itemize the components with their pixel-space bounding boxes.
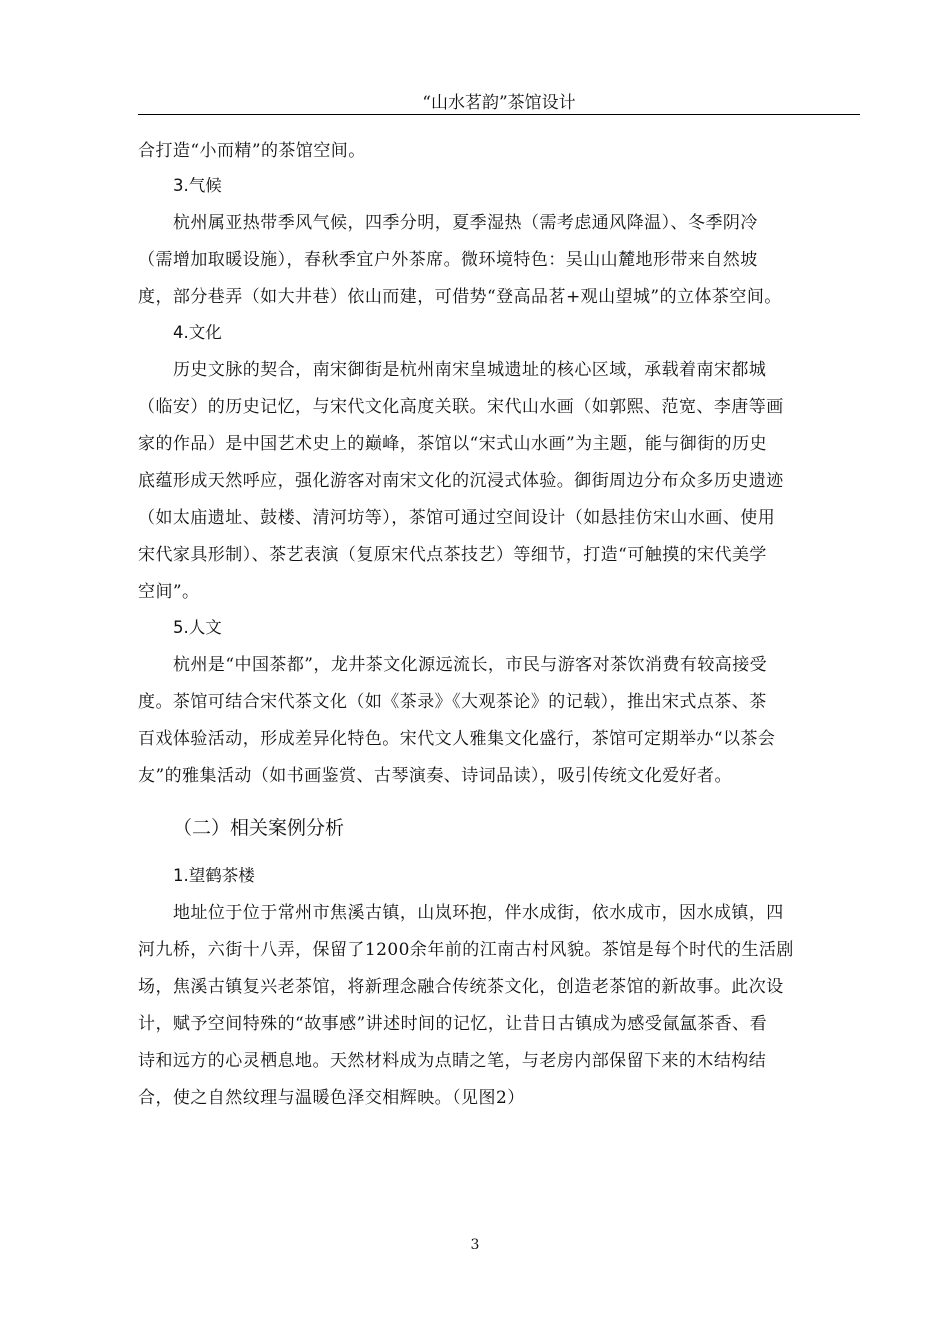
body-line: 场，焦溪古镇复兴老茶馆，将新理念融合传统茶文化，创造老茶馆的新故事。此次设: [138, 977, 784, 997]
body-line: 底蕴形成天然呼应，强化游客对南宋文化的沉浸式体验。御街周边分布众多历史遗迹: [138, 471, 784, 491]
header-rule: [138, 114, 860, 115]
body-line: 河九桥，六街十八弄，保留了1200余年前的江南古村风貌。茶馆是每个时代的生活剧: [138, 940, 794, 960]
section-heading-cases: （二）相关案例分析: [173, 817, 345, 839]
body-line: 计，赋予空间特殊的“故事感”讲述时间的记忆，让昔日古镇成为感受氤氲茶香、看: [138, 1014, 768, 1034]
body-line: （如太庙遗址、鼓楼、清河坊等），茶馆可通过空间设计（如悬挂仿宋山水画、使用: [138, 508, 776, 528]
body-line: 宋代家具形制）、茶艺表演（复原宋代点茶技艺）等细节，打造“可触摸的宋代美学: [138, 545, 767, 565]
body-line: 度，部分巷弄（如大井巷）依山而建，可借势“登高品茗+观山望城”的立体茶空间。: [138, 287, 782, 307]
body-line: （临安）的历史记忆，与宋代文化高度关联。宋代山水画（如郭熙、范宽、李唐等画: [138, 397, 784, 417]
body-line: 度。茶馆可结合宋代茶文化（如《茶录》《大观茶论》的记载），推出宋式点茶、茶: [138, 692, 767, 712]
body-line: 合打造“小而精”的茶馆空间。: [138, 141, 366, 161]
subheading-culture: 4.文化: [173, 323, 222, 342]
body-line: 家的作品）是中国艺术史上的巅峰，茶馆以“宋式山水画”为主题，能与御街的历史: [138, 434, 768, 454]
subheading-wanghe: 1.望鹤茶楼: [173, 866, 255, 885]
body-line: 空间”。: [138, 582, 200, 602]
body-line: 友”的雅集活动（如书画鉴赏、古琴演奏、诗词品读），吸引传统文化爱好者。: [138, 766, 732, 786]
body-line: 合，使之自然纹理与温暖色泽交相辉映。（见图2）: [138, 1088, 525, 1108]
body-line: 诗和远方的心灵栖息地。天然材料成为点睛之笔，与老房内部保留下来的木结构结: [138, 1051, 767, 1071]
page-number: 3: [470, 1237, 480, 1253]
subheading-climate: 3.气候: [173, 176, 222, 195]
body-line: （需增加取暖设施），春秋季宜户外茶席。微环境特色：吴山山麓地形带来自然坡: [138, 250, 758, 270]
body-line: 杭州属亚热带季风气候，四季分明，夏季湿热（需考虑通风降温）、冬季阴冷: [173, 213, 758, 233]
body-line: 历史文脉的契合，南宋御街是杭州南宋皇城遗址的核心区域，承载着南宋都城: [173, 360, 767, 380]
running-header: “山水茗韵”茶馆设计: [422, 93, 576, 113]
body-line: 地址位于位于常州市焦溪古镇，山岚环抱，伴水成街，依水成市，因水成镇，四: [173, 903, 784, 923]
body-line: 杭州是“中国茶都”，龙井茶文化源远流长，市民与游客对茶饮消费有较高接受: [173, 655, 768, 675]
subheading-people: 5.人文: [173, 618, 222, 637]
body-line: 百戏体验活动，形成差异化特色。宋代文人雅集文化盛行，茶馆可定期举办“以茶会: [138, 729, 776, 749]
